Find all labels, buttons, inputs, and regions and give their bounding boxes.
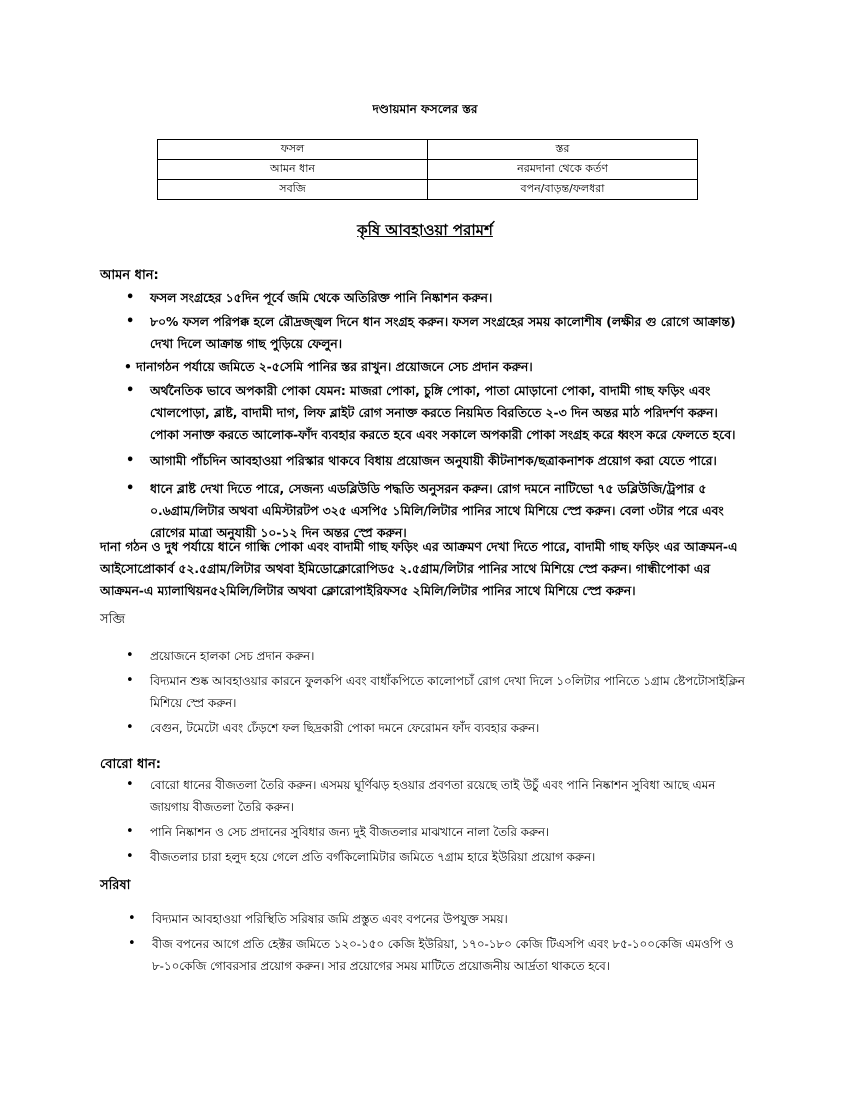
list-item [126, 311, 750, 355]
bullet-icon: • [126, 824, 134, 839]
table-row [158, 160, 698, 180]
bullet-icon: • [128, 936, 136, 951]
sabji-section-title: সব্জি [100, 612, 126, 627]
bullet-icon: • [126, 673, 134, 688]
list-item-text: বেগুন, টমেটো এবং ঢেঁড়শে ফল ছিদ্রকারী পোকা দমনে ফেরোমন ফাঁদ ব্যবহার করুন। [150, 721, 540, 735]
list-item-text: পানি নিষ্কাশন ও সেচ প্রদানের সুবিধার জন্য দুই বীজতলার মাঝখানে নালা তৈরি করুন। [150, 825, 550, 839]
list-item-text: বিদ্যমান আবহাওয়া পরিস্থিতি সরিষার জমি প্রস্তুত এবং বপনের উপযুক্ত সময়। [152, 912, 508, 926]
list-item [126, 287, 750, 309]
table-cell: আমন ধান [158, 160, 428, 180]
list-item [126, 717, 750, 739]
bullet-icon: • [126, 720, 134, 735]
table-header-row [158, 140, 698, 160]
table-cell: বপন/বাড়ন্ত/ফলধরা [428, 180, 698, 200]
bullet-icon: • [126, 290, 135, 305]
list-item-text: আগামী পাঁচদিন আবহাওয়া পরিস্কার থাকবে বিধায় প্রয়োজন অনুযায়ী কীটনাশক/ছত্রাকনাশক প্রয়োগ করা যেতে পারে। [150, 454, 717, 468]
list-item [126, 380, 750, 446]
table-cell: ফসল [158, 140, 428, 160]
crop-stage-table [157, 139, 698, 200]
list-item [126, 450, 750, 472]
aman-list-continued [126, 380, 750, 546]
stage-heading: দণ্ডায়মান ফসলের স্তর [372, 102, 478, 116]
bullet-icon: • [124, 360, 132, 374]
list-item [126, 821, 750, 843]
bullet-icon: • [128, 911, 136, 926]
bullet-icon: • [126, 481, 135, 496]
table-row [158, 180, 698, 200]
list-item [126, 645, 750, 667]
list-item [128, 933, 752, 977]
boro-section-title: বোরো ধান: [100, 757, 161, 772]
list-item [126, 478, 750, 544]
bullet-icon: • [126, 648, 134, 663]
list-item-text: ধানে ব্লাষ্ট দেখা দিতে পারে, সেজন্য এডব্লিউডি পদ্ধতি অনুসরন করুন। রোগ দমনে নাটিভো ৭৫ ডব্লিউজি/ট্রপার ৫ ০.৬গ্রাম/লিটার অথবা এমিস্টারটপ ৩২৫ এসপি৫ ১মিলি/লিটার পানির সাথে মিশিয়ে স্প্রে করুন। বেলা ৩টার পরে এবং রোগের মাত্রা অনুযায়ী ১০-১২ দিন অন্তর স্প্রে করুন। [150, 482, 724, 540]
list-item-text: অর্থনৈতিক ভাবে অপকারী পোকা যেমন: মাজরা পোকা, চুঙ্গি পোকা, পাতা মোড়ানো পোকা, বাদামী গাছ ফড়িং এবং খোলপোড়া, ব্লাষ্ট, বাদামী দাগ, লিফ ব্লাইট রোগ সনাক্ত করতে নিয়মিত বিরতিতে ২-৩ দিন অন্তর মাঠ পরিদর্শণ করুন। পোকা সনাক্ত করতে আলোক-ফাঁদ ব্যবহার করতে হবে এবং সকালে অপকারী পোকা সংগ্রহ করে ধ্বংস করে ফেলতে হবে। [150, 384, 736, 442]
bullet-icon: • [126, 777, 134, 792]
list-item-text: ফসল সংগ্রহের ১৫দিন পূর্বে জমি থেকে অতিরিক্ত পানি নিষ্কাশন করুন। [150, 291, 493, 305]
list-item-text: প্রয়োজনে হালকা সেচ প্রদান করুন। [150, 649, 315, 663]
table-cell: সবজি [158, 180, 428, 200]
advisory-heading: কৃষি আবহাওয়া পরামর্শ [357, 221, 493, 239]
aman-section-title: আমন ধান: [100, 268, 159, 283]
bullet-icon: • [126, 849, 134, 864]
bullet-icon: • [126, 383, 135, 398]
sabji-list [126, 645, 750, 742]
sorisha-list [128, 908, 752, 980]
list-item [124, 356, 764, 378]
list-item [126, 670, 750, 714]
bullet-icon: • [126, 453, 135, 468]
table-cell: স্তর [428, 140, 698, 160]
bullet-icon: • [126, 314, 135, 329]
list-item-text: বীজতলার চারা হলুদ হয়ে গেলে প্রতি বর্গকিলোমিটার জমিতে ৭গ্রাম হারে ইউরিয়া প্রয়োগ করুন। [150, 850, 596, 864]
list-item [128, 908, 752, 930]
boro-list [126, 774, 750, 871]
list-item-text: বিদ্যমান শুষ্ক আবহাওয়ার কারনে ফুলকপি এবং বাধাঁকপিতে কালোপচাঁ রোগ দেখা দিলে ১০লিটার পানিতে ১গ্রাম ষ্টেপটোসাইক্লিন মিশিয়ে স্প্রে করুন। [150, 674, 745, 710]
aman-pest-paragraph: দানা গঠন ও দুধ পর্যায়ে ধানে গান্ধি পোকা এবং বাদামী গাছ ফড়িং এর আক্রমণ দেখা দিতে পারে, বাদামী গাছ ফড়িং এর আক্রমন-এ আইসোপ্রোকার্ব ৫২.৫গ্রাম/লিটার অথবা ইমিডোক্লোরোপিড৫ ২.৫গ্রাম/লিটার পানির সাথে মিশিয়ে স্প্রে করুন। গান্ধীপোকা এর আক্রমন-এ ম্যালাথিয়ন৫২মিলি/লিটার অথবা ক্লোরোপাইরিফস৫ ২মিলি/লিটার পানির সাথে মিশিয়ে স্প্রে করুন। [100, 540, 738, 598]
list-item [126, 846, 750, 868]
list-item [126, 774, 750, 818]
list-item-text: বোরো ধানের বীজতলা তৈরি করুন। এসময় ঘূর্ণিঝড় হওয়ার প্রবণতা রয়েছে তাই উচুঁ এবং পানি নিষ্কাশন সুবিধা আছে এমন জায়গায় বীজতলা তৈরি করুন। [150, 778, 716, 814]
list-item-text: দানাগঠন পর্যায়ে জমিতে ২-৫সেমি পানির স্তর রাখুন। প্রয়োজনে সেচ প্রদান করুন। [136, 360, 533, 374]
list-item-text: ৮০% ফসল পরিপক্ক হলে রৌদ্রজ্জ্বল দিনে ধান সংগ্রহ করুন। ফসল সংগ্রহের সময় কালোশীষ (লক্ষীর গু রোগে আক্রান্ত) দেখা দিলে আক্রান্ত গাছ পুড়িয়ে ফেলুন। [150, 315, 736, 351]
table-cell: নরমদানা থেকে কর্তণ [428, 160, 698, 180]
aman-list [126, 287, 750, 357]
sorisha-section-title: সরিষা [100, 878, 131, 893]
list-item-text: বীজ বপনের আগে প্রতি হেক্টর জমিতে ১২০-১৫০ কেজি ইউরিয়া, ১৭০-১৮০ কেজি টিএসপি এবং ৮৫-১০০কেজি এমওপি ও ৮-১০কেজি গোবরসার প্রয়োগ করুন। সার প্রয়োগের সময় মাটিতে প্রয়োজনীয় আর্দ্রতা থাকতে হবে। [152, 937, 734, 973]
